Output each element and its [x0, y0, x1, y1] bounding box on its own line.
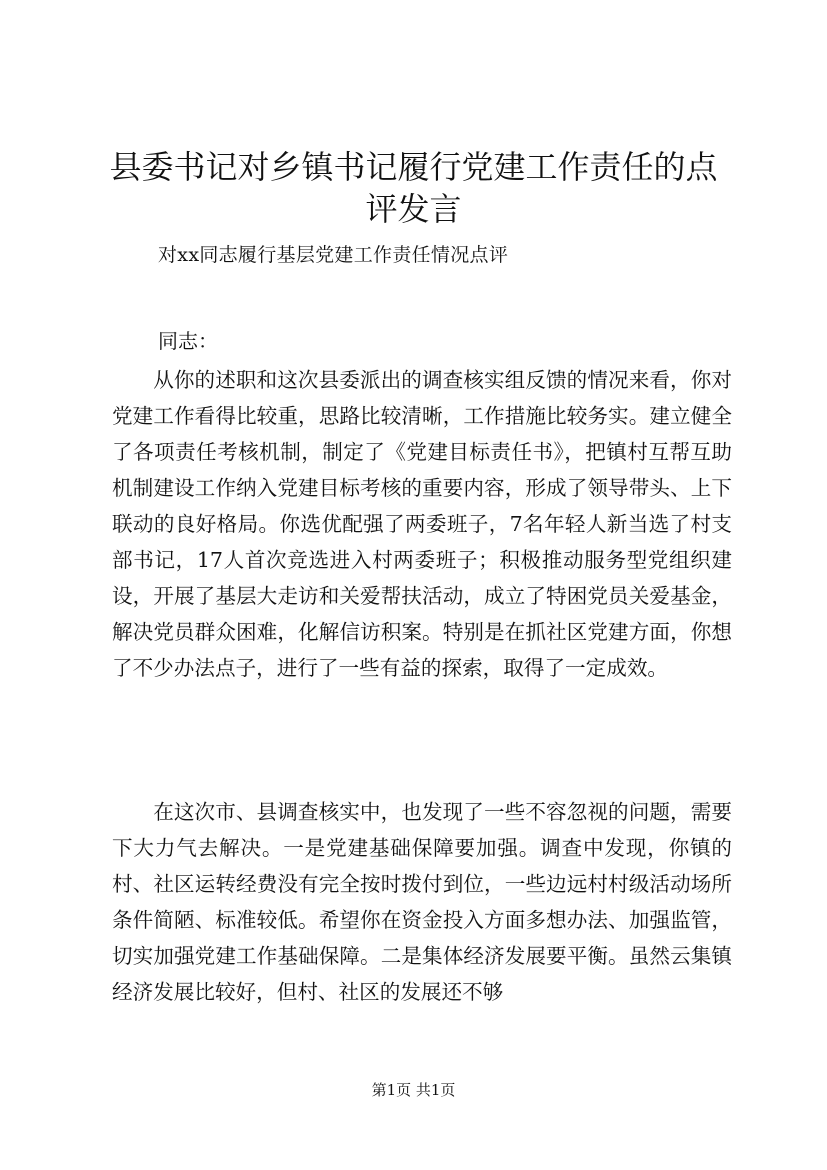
page-number-footer: 第1页 共1页: [371, 1081, 456, 1099]
document-subtitle: 对xx同志履行基层党建工作责任情况点评: [158, 244, 509, 266]
salutation: 同志：: [158, 329, 218, 353]
body-paragraph-1-block: [112, 362, 732, 686]
body-paragraph-2-block: [112, 794, 732, 1010]
body-paragraph: 从你的述职和这次县委派出的调查核实组反馈的情况来看，你对党建工作看得比较重，思路比较清晰，工作措施比较务实。建立健全了各项责任考核机制，制定了《党建目标责任书》，把镇村互帮互助机制建设工作纳入党建目标考核的重要内容，形成了领导带头、上下联动的良好格局。你选优配强了两委班子，7名年轻人新当选了村支部书记，17人首次竞选进入村两委班子；积极推动服务型党组织建设，开展了基层大走访和关爱帮扶活动，成立了特困党员关爱基金，解决党员群众困难，化解信访积案。特别是在抓社区党建方面，你想了不少办法点子，进行了一些有益的探索，取得了一定成效。: [112, 368, 732, 680]
body-paragraph: 在这次市、县调查核实中，也发现了一些不容忽视的问题，需要下大力气去解决。一是党建基础保障要加强。调查中发现，你镇的村、社区运转经费没有完全按时拨付到位，一些边远村村级活动场所条件简陋、标准较低。希望你在资金投入方面多想办法、加强监管，切实加强党建工作基础保障。二是集体经济发展要平衡。虽然云集镇经济发展比较好，但村、社区的发展还不够: [112, 800, 732, 1004]
document-title: 县委书记对乡镇书记履行党建工作责任的点评发言: [109, 148, 718, 228]
